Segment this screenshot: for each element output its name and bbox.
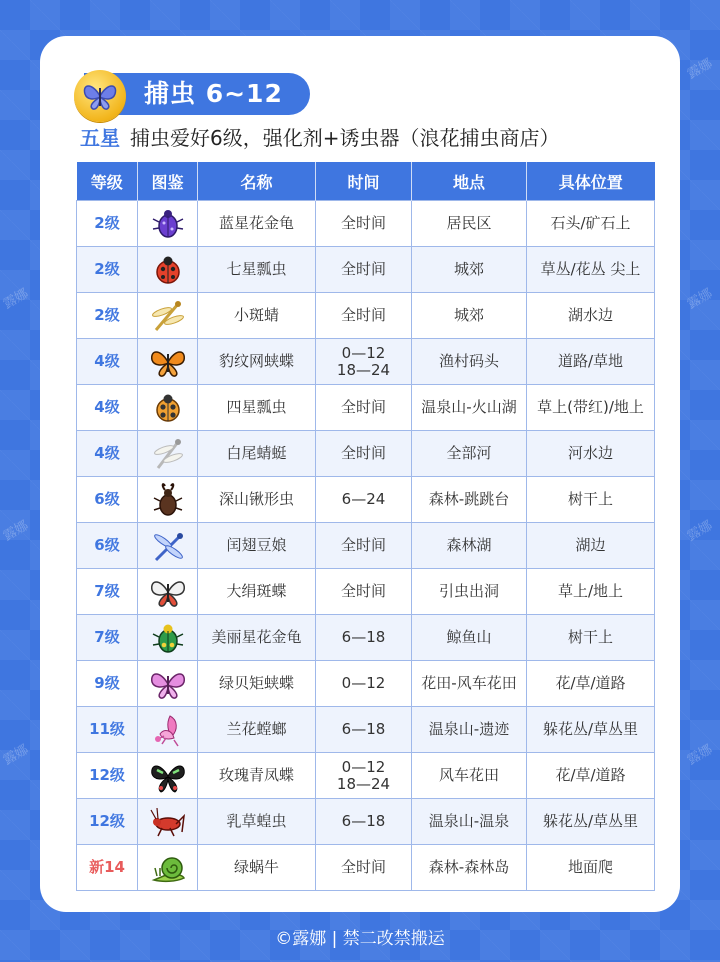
time-cell	[316, 615, 412, 661]
table-row	[77, 201, 655, 247]
place-cell: 城郊	[412, 293, 527, 339]
four-spot-ladybug-icon	[148, 388, 188, 428]
place-cell: 全部河	[412, 431, 527, 477]
col-header-level: 等级	[77, 162, 138, 201]
place-cell: 居民区	[412, 201, 527, 247]
time-line: 全时间	[340, 214, 386, 232]
level-cell: 11级	[77, 707, 138, 753]
level-cell: 9级	[77, 661, 138, 707]
time-line: 0—12	[341, 674, 386, 692]
spot-cell: 河水边	[527, 431, 655, 477]
damselfly-icon	[148, 526, 188, 566]
time-line: 全时间	[340, 260, 386, 278]
table-row	[77, 477, 655, 523]
orchid-mantis-icon	[148, 710, 188, 750]
name-cell: 四星瓢虫	[198, 385, 316, 431]
time-line: 6—18	[341, 628, 386, 646]
time-cell	[316, 845, 412, 891]
place-cell: 森林-跳跳台	[412, 477, 527, 523]
icon-cell	[138, 385, 198, 431]
grasshopper-icon	[148, 802, 188, 842]
dragonfly-icon	[148, 296, 188, 336]
icon-cell	[138, 477, 198, 523]
table-row	[77, 569, 655, 615]
place-cell: 风车花田	[412, 753, 527, 799]
green-beetle-icon	[148, 618, 188, 658]
time-cell	[316, 753, 412, 799]
icon-cell	[138, 845, 198, 891]
icon-cell	[138, 707, 198, 753]
name-cell: 玫瑰青凤蝶	[198, 753, 316, 799]
name-cell: 七星瓢虫	[198, 247, 316, 293]
bug-table	[76, 162, 655, 891]
icon-cell	[138, 661, 198, 707]
time-cell	[316, 707, 412, 753]
name-cell: 兰花螳螂	[198, 707, 316, 753]
time-cell	[316, 569, 412, 615]
level-cell: 2级	[77, 201, 138, 247]
spot-cell: 草上/地上	[527, 569, 655, 615]
table-row	[77, 707, 655, 753]
name-cell: 大绢斑蝶	[198, 569, 316, 615]
icon-cell	[138, 799, 198, 845]
table-row	[77, 845, 655, 891]
table-row	[77, 523, 655, 569]
blue-beetle-icon	[148, 204, 188, 244]
icon-cell	[138, 201, 198, 247]
place-cell: 渔村码头	[412, 339, 527, 385]
time-line: 全时间	[340, 444, 386, 462]
icon-cell	[138, 247, 198, 293]
spot-cell: 花/草/道路	[527, 661, 655, 707]
time-cell	[316, 523, 412, 569]
table-row	[77, 799, 655, 845]
subtitle-text: 捕虫爱好6级，强化剂+诱虫器（浪花捕虫商店）	[130, 126, 560, 150]
time-line: 6—18	[341, 720, 386, 738]
col-header-name: 名称	[198, 162, 316, 201]
level-cell: 6级	[77, 523, 138, 569]
table-row	[77, 753, 655, 799]
place-cell: 温泉山-遗迹	[412, 707, 527, 753]
time-cell	[316, 799, 412, 845]
time-line: 全时间	[340, 306, 386, 324]
watermark: 露娜	[684, 56, 716, 83]
time-line: 18—24	[336, 360, 391, 379]
watermark: 露娜	[0, 518, 32, 545]
swallowtail-butterfly-icon	[148, 756, 188, 796]
time-line: 0—12	[341, 343, 386, 362]
spot-cell: 地面爬	[527, 845, 655, 891]
white-tail-dragonfly-icon	[148, 434, 188, 474]
table-row	[77, 661, 655, 707]
place-cell: 温泉山-火山湖	[412, 385, 527, 431]
icon-cell	[138, 753, 198, 799]
icon-cell	[138, 615, 198, 661]
star-rating: 五星	[80, 126, 120, 150]
butterfly-badge-icon	[74, 70, 126, 122]
time-line: 18—24	[336, 774, 391, 793]
level-cell: 4级	[77, 431, 138, 477]
table-row	[77, 385, 655, 431]
level-cell: 12级	[77, 799, 138, 845]
col-header-spot: 具体位置	[527, 162, 655, 201]
level-cell: 2级	[77, 293, 138, 339]
table-row	[77, 339, 655, 385]
spot-cell: 草丛/花丛 尖上	[527, 247, 655, 293]
watermark: 露娜	[684, 742, 716, 769]
time-line: 全时间	[340, 858, 386, 876]
place-cell: 森林-森林岛	[412, 845, 527, 891]
level-cell: 12级	[77, 753, 138, 799]
time-line: 全时间	[340, 536, 386, 554]
table-header	[77, 162, 655, 201]
name-cell: 小斑蜻	[198, 293, 316, 339]
table-row	[77, 615, 655, 661]
watermark: 露娜	[0, 742, 32, 769]
place-cell: 引虫出洞	[412, 569, 527, 615]
name-cell: 绿蜗牛	[198, 845, 316, 891]
time-cell	[316, 339, 412, 385]
name-cell: 闰翅豆娘	[198, 523, 316, 569]
watermark: 露娜	[684, 286, 716, 313]
time-cell	[316, 661, 412, 707]
stag-beetle-icon	[148, 480, 188, 520]
icon-cell	[138, 431, 198, 477]
place-cell: 温泉山-温泉	[412, 799, 527, 845]
spot-cell: 树干上	[527, 615, 655, 661]
icon-cell	[138, 569, 198, 615]
spot-cell: 湖水边	[527, 293, 655, 339]
name-cell: 乳草蝗虫	[198, 799, 316, 845]
spot-cell: 湖边	[527, 523, 655, 569]
level-cell: 6级	[77, 477, 138, 523]
time-cell	[316, 293, 412, 339]
pink-butterfly-icon	[148, 664, 188, 704]
level-cell: 7级	[77, 615, 138, 661]
name-cell: 美丽星花金龟	[198, 615, 316, 661]
icon-cell	[138, 523, 198, 569]
watermark: 露娜	[684, 518, 716, 545]
spot-cell: 草上(带红)/地上	[527, 385, 655, 431]
time-line: 6—18	[341, 812, 386, 830]
time-line: 0—12	[341, 757, 386, 776]
place-cell: 森林湖	[412, 523, 527, 569]
green-snail-icon	[148, 848, 188, 888]
col-header-icon: 图鉴	[138, 162, 198, 201]
subtitle	[80, 122, 559, 154]
level-cell: 2级	[77, 247, 138, 293]
footer-copyright: ©露娜 | 禁二改禁搬运	[275, 929, 445, 949]
place-cell: 鲸鱼山	[412, 615, 527, 661]
spot-cell: 石头/矿石上	[527, 201, 655, 247]
spot-cell: 躲花丛/草丛里	[527, 799, 655, 845]
watermark: 露娜	[0, 286, 32, 313]
ladybug-icon	[148, 250, 188, 290]
table-row	[77, 247, 655, 293]
name-cell: 深山锹形虫	[198, 477, 316, 523]
col-header-time: 时间	[316, 162, 412, 201]
table-row	[77, 293, 655, 339]
name-cell: 绿贝矩蛱蝶	[198, 661, 316, 707]
level-cell: 4级	[77, 385, 138, 431]
time-cell	[316, 385, 412, 431]
time-line: 全时间	[340, 398, 386, 416]
place-cell: 城郊	[412, 247, 527, 293]
time-cell	[316, 477, 412, 523]
place-cell: 花田-风车花田	[412, 661, 527, 707]
level-cell: 新14	[77, 845, 138, 891]
spot-cell: 道路/草地	[527, 339, 655, 385]
spot-cell: 花/草/道路	[527, 753, 655, 799]
name-cell: 白尾蜻蜓	[198, 431, 316, 477]
level-cell: 4级	[77, 339, 138, 385]
time-cell	[316, 431, 412, 477]
col-header-place: 地点	[412, 162, 527, 201]
time-cell	[316, 201, 412, 247]
name-cell: 豹纹网蛱蝶	[198, 339, 316, 385]
name-cell: 蓝星花金龟	[198, 201, 316, 247]
table-row	[77, 431, 655, 477]
spot-cell: 躲花丛/草丛里	[527, 707, 655, 753]
time-cell	[316, 247, 412, 293]
silk-butterfly-icon	[148, 572, 188, 612]
page-title: 捕虫 6~12	[144, 79, 283, 108]
level-cell: 7级	[77, 569, 138, 615]
icon-cell	[138, 339, 198, 385]
icon-cell	[138, 293, 198, 339]
orange-butterfly-icon	[148, 342, 188, 382]
spot-cell: 树干上	[527, 477, 655, 523]
time-line: 6—24	[341, 490, 386, 508]
time-line: 全时间	[340, 582, 386, 600]
